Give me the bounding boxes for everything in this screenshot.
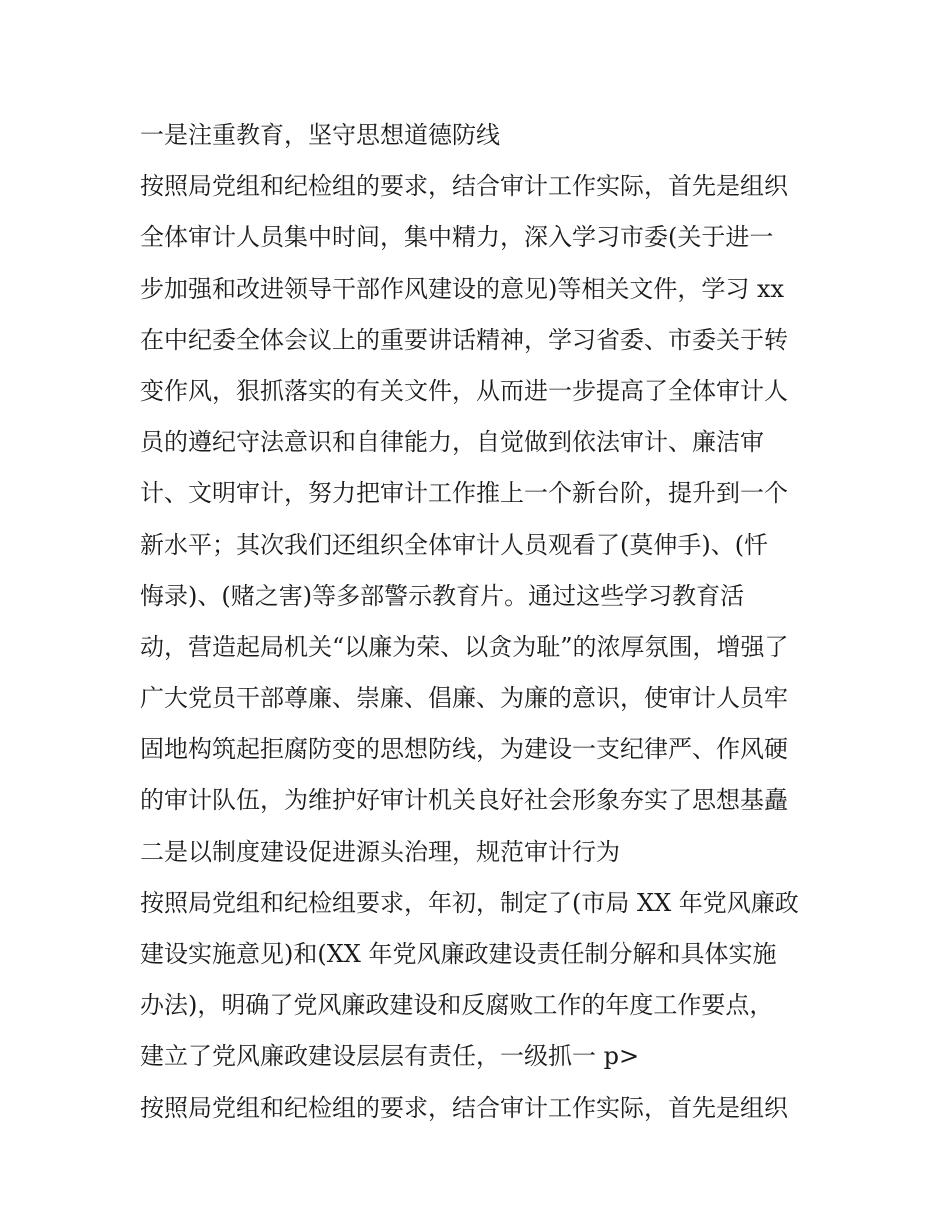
paragraph-line: 计、文明审计，努力把审计工作推上一个新台阶，提升到一个 bbox=[140, 479, 788, 508]
paragraph-line: 按照局党组和纪检组要求，年初，制定了(市局 XX 年党风廉政 bbox=[140, 888, 799, 917]
paragraph-line: 在中纪委全体会议上的重要讲话精神，学习省委、市委关于转 bbox=[140, 325, 788, 354]
paragraph-line: 建立了党风廉政建设层层有责任，一级抓一 p> bbox=[140, 1042, 640, 1071]
paragraph-line: 的审计队伍，为维护好审计机关良好社会形象夯实了思想基矗 bbox=[140, 786, 788, 815]
paragraph-line: 按照局党组和纪检组的要求，结合审计工作实际，首先是组织 bbox=[140, 172, 788, 201]
paragraph-line: 员的遵纪守法意识和自律能力，自觉做到依法审计、廉洁审 bbox=[140, 428, 764, 457]
paragraph-line: 广大党员干部尊廉、崇廉、倡廉、为廉的意识，使审计人员牢 bbox=[140, 684, 788, 713]
paragraph-line: 固地构筑起拒腐防变的思想防线，为建设一支纪律严、作风硬 bbox=[140, 735, 788, 764]
paragraph-line: 步加强和改进领导干部作风建设的意见)等相关文件，学习 xx bbox=[140, 274, 785, 303]
paragraph-line: 按照局党组和纪检组的要求，结合审计工作实际，首先是组织 bbox=[140, 1093, 788, 1122]
paragraph-line: 办法)，明确了党风廉政建设和反腐败工作的年度工作要点， bbox=[140, 991, 774, 1020]
section-heading-1: 一是注重教育，坚守思想道德防线 bbox=[140, 121, 500, 149]
section-heading-2: 二是以制度建设促进源头治理，规范审计行为 bbox=[140, 837, 620, 866]
paragraph-line: 全体审计人员集中时间，集中精力，深入学习市委(关于进一 bbox=[140, 223, 774, 252]
paragraph-line: 新水平；其次我们还组织全体审计人员观看了(莫伸手)、(忏 bbox=[140, 530, 769, 559]
paragraph-line: 动，营造起局机关“以廉为荣、以贪为耻”的浓厚氛围，增强了 bbox=[140, 632, 789, 661]
paragraph-line: 建设实施意见)和(XX 年党风廉政建设责任制分解和具体实施 bbox=[140, 940, 777, 968]
document-body bbox=[140, 110, 820, 1134]
paragraph-line: 变作风，狠抓落实的有关文件，从而进一步提高了全体审计人 bbox=[140, 376, 788, 405]
paragraph-line: 悔录)、(赌之害)等多部警示教育片。通过这些学习教育活 bbox=[140, 581, 745, 610]
